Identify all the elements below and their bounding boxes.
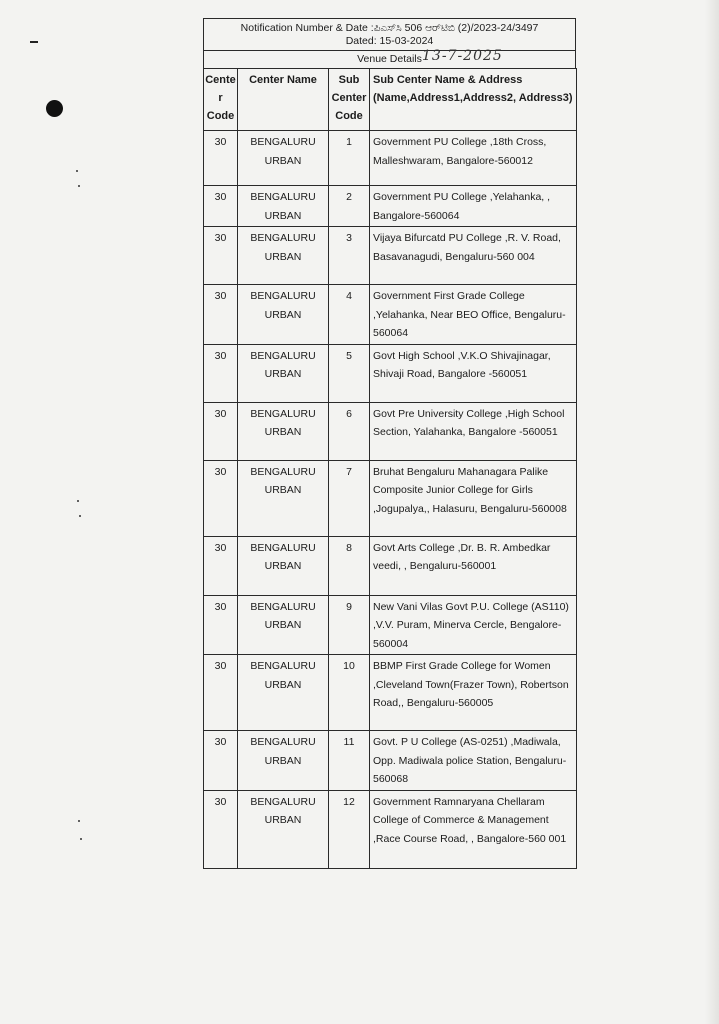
center-code-cell: 30 xyxy=(204,131,238,186)
center-name-cell: BENGALURU URBAN xyxy=(238,344,329,402)
table-row xyxy=(204,595,577,655)
sub-center-address-cell: New Vani Vilas Govt P.U. College (AS110) ,V.V. Puram, Minerva Cercle, Bengalore-560004 xyxy=(370,595,577,655)
sub-center-code-cell: 1 xyxy=(329,131,370,186)
sub-center-code-cell: 2 xyxy=(329,186,370,227)
sub-center-address-cell: Govt Pre University College ,High School Section, Yalahanka, Bangalore -560051 xyxy=(370,402,577,460)
table-row xyxy=(204,227,577,285)
sub-center-address-cell: Vijaya Bifurcatd PU College ,R. V. Road, Basavanagudi, Bengaluru-560 004 xyxy=(370,227,577,285)
sub-center-address-cell: Government PU College ,18th Cross, Malleshwaram, Bangalore-560012 xyxy=(370,131,577,186)
scan-speck xyxy=(77,500,79,502)
sub-center-address-cell: Government PU College ,Yelahanka, , Bangalore-560064 xyxy=(370,186,577,227)
sub-center-code-cell: 5 xyxy=(329,344,370,402)
center-code-cell: 30 xyxy=(204,595,238,655)
center-name-cell: BENGALURU URBAN xyxy=(238,655,329,731)
scan-speck xyxy=(78,185,80,187)
col-center-name: Center Name xyxy=(238,69,329,131)
handwritten-date: 13-7-2025 xyxy=(422,48,503,64)
table-row xyxy=(204,402,577,460)
center-name-cell: BENGALURU URBAN xyxy=(238,536,329,595)
table-row xyxy=(204,344,577,402)
center-code-cell: 30 xyxy=(204,285,238,345)
sub-center-address-cell: Government First Grade College ,Yelahanka, Near BEO Office, Bengaluru-560064 xyxy=(370,285,577,345)
scan-speck xyxy=(76,170,78,172)
sub-center-address-cell: Government Ramnaryana Chellaram College of Commerce & Management ,Race Course Road, , Bangalore-560 001 xyxy=(370,790,577,868)
center-name-cell: BENGALURU URBAN xyxy=(238,731,329,791)
table-row xyxy=(204,285,577,345)
col-sub-center-code: Sub Center Code xyxy=(329,69,370,131)
center-code-cell: 30 xyxy=(204,344,238,402)
venue-details-label: Venue Details xyxy=(357,53,422,65)
table-row xyxy=(204,655,577,731)
center-code-cell: 30 xyxy=(204,731,238,791)
center-code-cell: 30 xyxy=(204,790,238,868)
center-code-cell: 30 xyxy=(204,536,238,595)
center-name-cell: BENGALURU URBAN xyxy=(238,402,329,460)
scan-mark xyxy=(30,41,38,43)
table-row xyxy=(204,731,577,791)
center-name-cell: BENGALURU URBAN xyxy=(238,595,329,655)
sub-center-address-cell: Govt High School ,V.K.O Shivajinagar, Shivaji Road, Bangalore -560051 xyxy=(370,344,577,402)
table-header-row xyxy=(204,69,577,131)
notification-date: Dated: 15-03-2024 xyxy=(345,35,434,47)
center-name-cell: BENGALURU URBAN xyxy=(238,186,329,227)
venue-details-bar xyxy=(203,50,576,68)
sub-center-code-cell: 3 xyxy=(329,227,370,285)
center-name-cell: BENGALURU URBAN xyxy=(238,131,329,186)
notification-header xyxy=(203,18,576,50)
sub-center-code-cell: 10 xyxy=(329,655,370,731)
center-name-cell: BENGALURU URBAN xyxy=(238,790,329,868)
sub-center-code-cell: 7 xyxy=(329,460,370,536)
center-code-cell: 30 xyxy=(204,402,238,460)
table-row xyxy=(204,536,577,595)
scan-speck xyxy=(80,838,82,840)
sub-center-address-cell: BBMP First Grade College for Women ,Cleveland Town(Frazer Town), Robertson Road,, Bengaluru-560005 xyxy=(370,655,577,731)
punch-hole xyxy=(46,100,63,117)
sub-center-code-cell: 4 xyxy=(329,285,370,345)
center-name-cell: BENGALURU URBAN xyxy=(238,460,329,536)
center-code-cell: 30 xyxy=(204,460,238,536)
center-code-cell: 30 xyxy=(204,655,238,731)
sub-center-address-cell: Govt Arts College ,Dr. B. R. Ambedkar veedi, , Bengaluru-560001 xyxy=(370,536,577,595)
table-row xyxy=(204,790,577,868)
table-row xyxy=(204,131,577,186)
center-code-cell: 30 xyxy=(204,227,238,285)
notification-number: Notification Number & Date :ಪಿಎಸ್‌ಸಿ 506 ಆರ್‌ಟಿಬಿ (2)/2023-24/3497 xyxy=(240,22,539,34)
table-row xyxy=(204,460,577,536)
sub-center-address-cell: Govt. P U College (AS-0251) ,Madiwala, Opp. Madiwala police Station, Bengaluru-560068 xyxy=(370,731,577,791)
center-code-cell: 30 xyxy=(204,186,238,227)
col-center-code: Cente r Code xyxy=(204,69,238,131)
sub-center-address-cell: Bruhat Bengaluru Mahanagara Palike Composite Junior College for Girls ,Jogupalya,, Halasuru, Bengaluru-560008 xyxy=(370,460,577,536)
sub-center-code-cell: 11 xyxy=(329,731,370,791)
sub-center-code-cell: 6 xyxy=(329,402,370,460)
venue-document xyxy=(203,18,576,869)
sub-center-code-cell: 9 xyxy=(329,595,370,655)
center-name-cell: BENGALURU URBAN xyxy=(238,227,329,285)
table-row xyxy=(204,186,577,227)
venue-table xyxy=(203,68,577,869)
scan-speck xyxy=(78,820,80,822)
center-name-cell: BENGALURU URBAN xyxy=(238,285,329,345)
sub-center-code-cell: 12 xyxy=(329,790,370,868)
scan-speck xyxy=(79,515,81,517)
col-sub-center-name: Sub Center Name & Address (Name,Address1,Address2, Address3) xyxy=(370,69,577,131)
sub-center-code-cell: 8 xyxy=(329,536,370,595)
page-edge-shadow xyxy=(705,0,719,1024)
